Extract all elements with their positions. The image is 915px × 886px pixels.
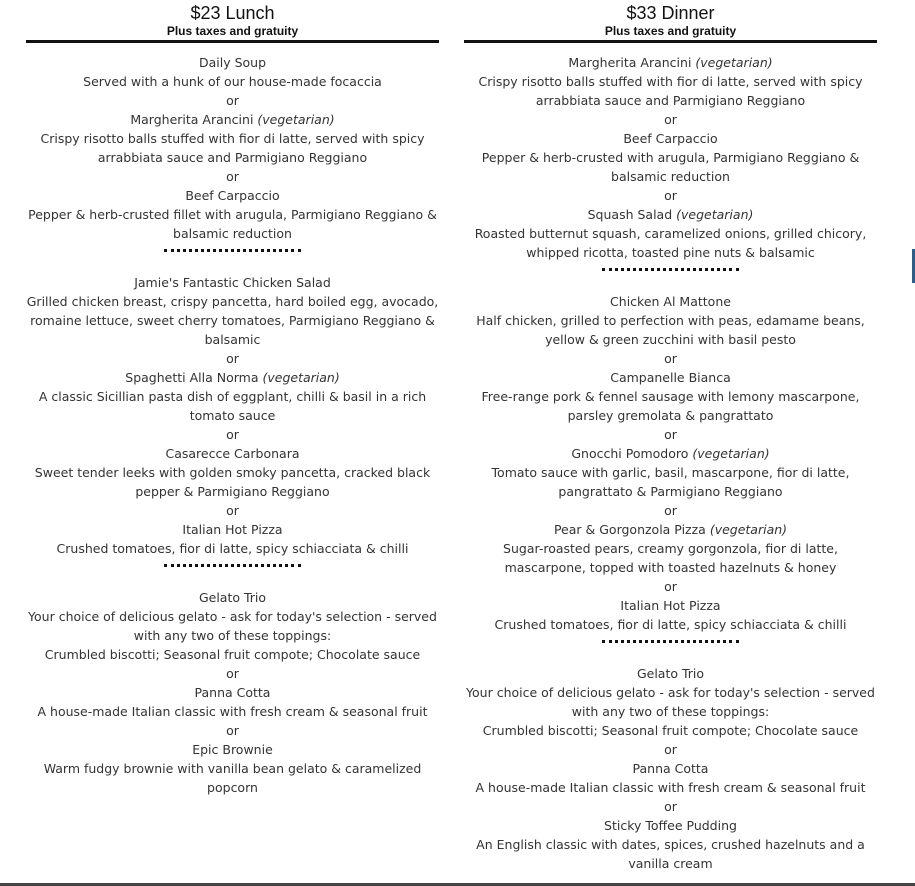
dish-description: Your choice of delicious gelato - ask for today's selection - served with any two of these toppings:: [28, 609, 437, 643]
dish-description: Pepper & herb-crusted fillet with arugula, Parmigiano Reggiano & balsamic reduction: [28, 207, 437, 241]
dish-name: Margherita Arancini: [568, 55, 692, 70]
dish-name-line: [464, 816, 877, 835]
vegetarian-tag: (vegetarian): [676, 207, 754, 222]
or-separator: or: [664, 427, 677, 442]
or-separator: or: [664, 579, 677, 594]
dish-name: Italian Hot Pizza: [182, 522, 283, 537]
or-separator: or: [226, 723, 239, 738]
menu-course: [464, 664, 877, 873]
dish-name-line: [464, 664, 877, 683]
menu-course: [464, 53, 877, 262]
dish-name-line: [464, 444, 877, 463]
or-separator: or: [226, 351, 239, 366]
course-divider: [602, 268, 739, 271]
dish-name-line: [464, 759, 877, 778]
dish-name: Gelato Trio: [198, 590, 267, 605]
lunch-menu-column: [26, 0, 439, 797]
vegetarian-tag: (vegetarian): [262, 370, 340, 385]
or-separator: or: [664, 112, 677, 127]
course-divider: [602, 640, 739, 643]
dish-description: Pepper & herb-crusted with arugula, Parmigiano Reggiano & balsamic reduction: [481, 150, 860, 184]
dinner-courses: [464, 53, 877, 873]
dish-name: Spaghetti Alla Norma: [125, 370, 259, 385]
dish-name: Beef Carpaccio: [185, 188, 280, 203]
or-separator: or: [664, 188, 677, 203]
or-separator: or: [226, 169, 239, 184]
dish-description: Half chicken, grilled to perfection with peas, edamame beans, yellow & green zucchini with basil pesto: [476, 313, 865, 347]
dish-name: Casarecce Carbonara: [165, 446, 300, 461]
dish-name: Gelato Trio: [636, 666, 705, 681]
or-separator: or: [226, 427, 239, 442]
vegetarian-tag: (vegetarian): [692, 446, 770, 461]
dish-name-line: [26, 110, 439, 129]
lunch-courses: [26, 53, 439, 797]
dish-name-line: [464, 53, 877, 72]
dish-name-line: [464, 520, 877, 539]
dish-name-line: [464, 596, 877, 615]
dish-name: Squash Salad: [587, 207, 673, 222]
lunch-title: $23 Lunch: [190, 3, 275, 23]
dish-description: Grilled chicken breast, crispy pancetta, hard boiled egg, avocado, romaine lettuce, sweet cherry tomatoes, Parmigiano Reggiano & balsamic: [26, 294, 439, 347]
dish-name: Jamie's Fantastic Chicken Salad: [134, 275, 331, 290]
dish-description: Your choice of delicious gelato - ask for today's selection - served with any two of these toppings:: [466, 685, 875, 719]
menu-course: [26, 273, 439, 558]
vegetarian-tag: (vegetarian): [709, 522, 788, 537]
course-divider: [164, 564, 301, 567]
dish-description: Sweet tender leeks with golden smoky pancetta, cracked black pepper & Parmigiano Reggiano: [34, 465, 431, 499]
dish-name-line: [26, 186, 439, 205]
dish-name: Chicken Al Mattone: [610, 294, 731, 309]
vegetarian-tag: (vegetarian): [257, 112, 335, 127]
dinner-menu-column: [464, 0, 877, 873]
dish-description: A house-made Italian classic with fresh cream & seasonal fruit: [37, 704, 428, 719]
or-separator: or: [226, 666, 239, 681]
dish-name: Daily Soup: [198, 55, 267, 70]
dish-description: Free-range pork & fennel sausage with lemony mascarpone, parsley gremolata & pangrattato: [481, 389, 860, 423]
dish-description: A house-made Italian classic with fresh cream & seasonal fruit: [475, 780, 866, 795]
dish-description: Crushed tomatoes, fior di latte, spicy schiacciata & chilli: [56, 541, 409, 556]
dish-name: Campanelle Bianca: [610, 370, 731, 385]
dinner-title: $33 Dinner: [626, 3, 715, 23]
dish-description: Sugar-roasted pears, creamy gorgonzola, fior di latte, mascarpone, topped with toasted hazelnuts & honey: [503, 541, 838, 575]
dish-description: Tomato sauce with garlic, basil, mascarpone, fior di latte, pangrattato & Parmigiano Reggiano: [491, 465, 850, 499]
dish-name-line: [464, 368, 877, 387]
dish-description: Crispy risotto balls stuffed with fior di latte, served with spicy arrabbiata sauce and Parmigiano Reggiano: [478, 74, 863, 108]
or-separator: or: [226, 93, 239, 108]
dish-name-line: [464, 129, 877, 148]
dinner-title-rule: [464, 40, 877, 43]
dish-name: Gnocchi Pomodoro: [571, 446, 689, 461]
lunch-title-rule: [26, 40, 439, 43]
dish-name: Panna Cotta: [194, 685, 271, 700]
dish-name-line: [464, 292, 877, 311]
lunch-header: [26, 0, 439, 38]
dinner-subtitle: Plus taxes and gratuity: [604, 24, 737, 38]
dish-name-line: [26, 444, 439, 463]
dish-name-line: [26, 273, 439, 292]
or-separator: or: [226, 503, 239, 518]
menu-course: [26, 53, 439, 243]
dish-description: Crispy risotto balls stuffed with fior di latte, served with spicy arrabbiata sauce and Parmigiano Reggiano: [40, 131, 425, 165]
dish-toppings: Crumbled biscotti; Seasonal fruit compote; Chocolate sauce: [482, 723, 859, 738]
dish-name: Margherita Arancini: [130, 112, 254, 127]
dish-description: Crushed tomatoes, fior di latte, spicy schiacciata & chilli: [494, 617, 847, 632]
dish-description: A classic Sicillian pasta dish of eggplant, chilli & basil in a rich tomato sauce: [38, 389, 427, 423]
menu-course: [464, 292, 877, 634]
dish-name-line: [26, 740, 439, 759]
dish-description: Roasted butternut squash, caramelized onions, grilled chicory, whipped ricotta, toasted pine nuts & balsamic: [474, 226, 867, 260]
dish-name-line: [26, 683, 439, 702]
dish-name: Beef Carpaccio: [623, 131, 718, 146]
dish-name: Italian Hot Pizza: [620, 598, 721, 613]
dinner-header: [464, 0, 877, 38]
dish-name: Sticky Toffee Pudding: [604, 818, 737, 833]
dish-name: Pear & Gorgonzola Pizza: [553, 522, 706, 537]
dish-name: Panna Cotta: [632, 761, 709, 776]
dish-name-line: [26, 368, 439, 387]
lunch-subtitle: Plus taxes and gratuity: [166, 24, 299, 38]
dish-name-line: [26, 53, 439, 72]
dish-name-line: [26, 588, 439, 607]
dish-name-line: [26, 520, 439, 539]
dish-description: An English classic with dates, spices, crushed hazelnuts and a vanilla cream: [476, 837, 865, 871]
menu-course: [26, 588, 439, 797]
dish-name: Epic Brownie: [192, 742, 273, 757]
or-separator: or: [664, 742, 677, 757]
dish-name-line: [464, 205, 877, 224]
course-divider: [164, 249, 301, 252]
dish-toppings: Crumbled biscotti; Seasonal fruit compote; Chocolate sauce: [44, 647, 421, 662]
vegetarian-tag: (vegetarian): [695, 55, 773, 70]
or-separator: or: [664, 351, 677, 366]
or-separator: or: [664, 503, 677, 518]
or-separator: or: [664, 799, 677, 814]
dish-description: Warm fudgy brownie with vanilla bean gelato & caramelized popcorn: [43, 761, 422, 795]
dish-description: Served with a hunk of our house-made focaccia: [83, 74, 382, 89]
